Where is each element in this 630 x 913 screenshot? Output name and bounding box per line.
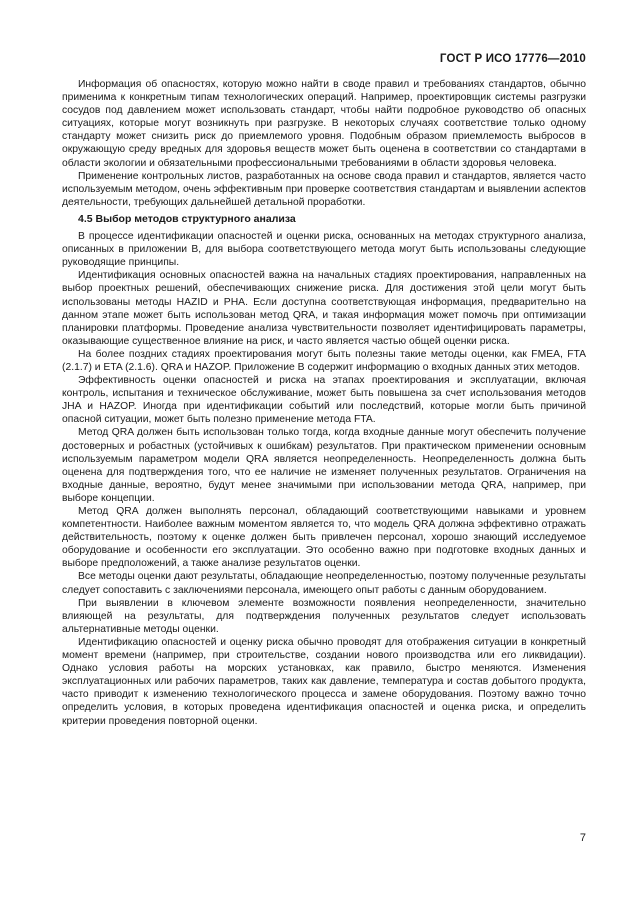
paragraph: Метод QRA должен выполнять персонал, обладающий соответствующими навыками и уровнем компетентности. Наиболее важным моментом является то, что модель QRA должна эффективно отражать действительность, поэтому к оценке должен быть привлечен персонал, хорошо знающий исследуемое оборудование и особенности его эксплуатации. Это особенно важно при подготовке входных данных и выборе предположений, а также анализе результатов оценки. [62,506,586,570]
paragraph: Идентификацию опасностей и оценку риска обычно проводят для отображения ситуации в конкретный момент времени (например, при строительстве, создании нового производства или его ликвидации). Однако условия работы на морских установках, как правило, быстро меняются. Изменения эксплуатационных или рабочих параметров, таких как давление, температура и состав добытого продукта, часто приводит к изменению технологического процесса и замене оборудования. Поэтому важно точно определить условия, в которых проведена идентификация опасностей и оценка риска, и определить критерии проведения повторной оценки. [62,636,586,727]
paragraph: На более поздних стадиях проектирования могут быть полезны такие методы оценки, как FMEA, FTA (2.1.7) и ETA (2.1.6). QRA и HAZOP. Приложение В содержит информацию о входных данных этих методов. [62,348,586,373]
paragraph: При выявлении в ключевом элементе возможности появления неопределенности, значительно влияющей на результаты, для подтверждения полученных результатов следует использовать альтернативные методы оценки. [62,597,586,635]
paragraph: Идентификация основных опасностей важна на начальных стадиях проектирования, направленных на выбор проектных решений, обеспечивающих снижение риска. Для достижения этой цели могут быть использованы методы HAZID и PHA. Если доступна соответствующая информация, предварительно на данном этапе может быть использован метод QRA, и такая информация может помочь при оптимизации планировки платформы. Проведение анализа чувствительности позволяет идентифицировать параметры, оказывающие существенное влияние на риск, и часто является частью общей оценки риска. [62,270,586,347]
paragraph: Информация об опасностях, которую можно найти в своде правил и требованиях стандартов, обычно применима к конкретным типам технологических операций. Например, проектировщик системы разгрузки сосудов под давлением может использовать стандарт, чтобы найти подробное руководство об опасных ситуациях, которые могут возникнуть при разгрузке. В некоторых случаях соответствие только одному стандарту может снизить риск до приемлемого уровня. Подобным образом приемлемость выбросов в окружающую среду вредных для здоровья веществ может быть оценена в соответствии со стандартами в области экологии и обязательными профессиональными требованиями в области здоровья человека. [62,79,586,169]
document-body [62,78,586,728]
paragraph: В процессе идентификации опасностей и оценки риска, основанных на методах структурного анализа, описанных в приложении В, для выбора соответствующего метода могут быть использованы следующие руководящие принципы. [62,231,586,269]
page-header-standard: ГОСТ Р ИСО 17776—2010 [439,53,586,65]
paragraph: Все методы оценки дают результаты, обладающие неопределенностью, поэтому полученные результаты следует сопоставить с заключениями персонала, имеющего опыт работы с данным оборудованием. [62,571,586,596]
page-number: 7 [579,832,586,844]
paragraph: Метод QRA должен быть использован только тогда, когда входные данные могут обеспечить получение достоверных и робастных (устойчивых к ошибкам) результатов. При практическом применении основным используемым параметром модели QRA является неопределенность. Неопределенность должна быть оценена для подтверждения того, что ее наличие не изменяет полученных результатов. Ограничения на входные данные, вероятно, будут менее значимыми при использовании метода QRA, например, при выборе концепции. [62,427,586,504]
paragraph: Эффективность оценки опасностей и риска на этапах проектирования и эксплуатации, включая контроль, испытания и техническое обслуживание, может быть повышена за счет использования методов JHA и HAZOP. Иногда при идентификации событий или последствий, которые могли быть причиной опасной ситуации, может быть полезно применение метода FTA. [62,375,586,426]
paragraph: Применение контрольных листов, разработанных на основе свода правил и стандартов, является часто используемым методом, очень эффективным при проверке соответствия стандартам и выявлении аспектов деятельности, требующих дальнейшей детальной проработки. [62,170,586,208]
section-heading: 4.5 Выбор методов структурного анализа [78,212,296,225]
